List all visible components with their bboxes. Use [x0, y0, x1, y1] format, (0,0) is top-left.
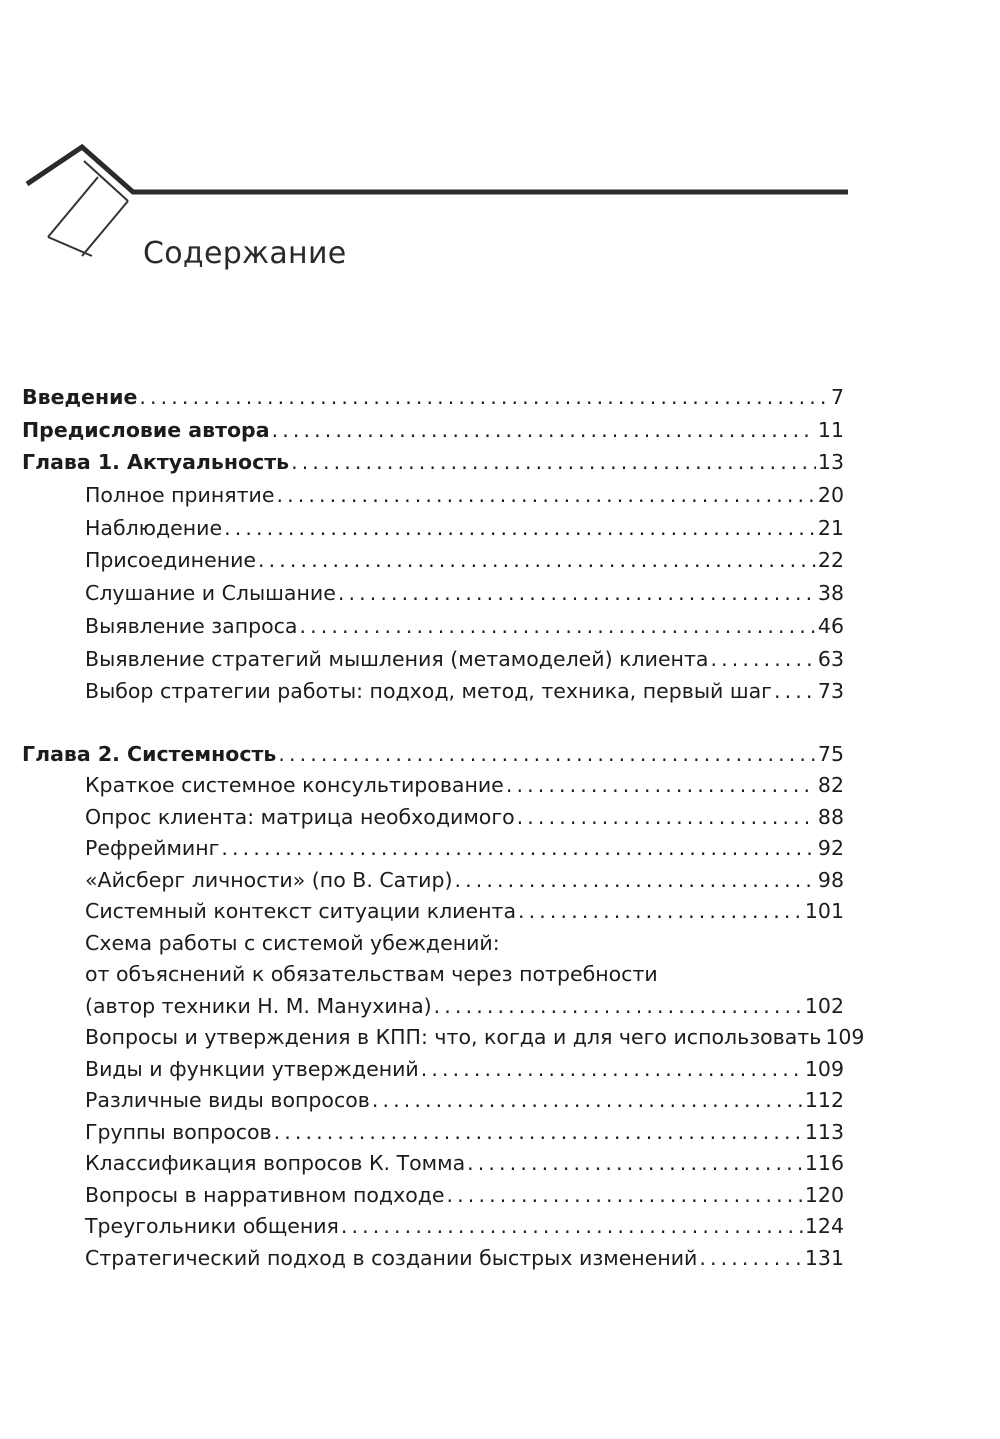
toc-entry-title: Присоединение — [85, 548, 257, 573]
toc-entry — [22, 643, 844, 676]
toc-part-1 — [22, 381, 844, 708]
toc-entry — [22, 990, 844, 1022]
toc-entry — [22, 1242, 844, 1274]
toc-entry-page: 13 — [817, 450, 844, 475]
toc-entry-title: Полное принятие — [85, 483, 275, 508]
toc-entry-title: Стратегический подход в создании быстрых изменений — [85, 1245, 698, 1270]
toc-entry-page: 21 — [817, 515, 844, 540]
toc-entry — [22, 1021, 865, 1053]
toc-entry-title: Слушание и Слышание — [85, 581, 336, 606]
toc-entry — [22, 1053, 844, 1085]
toc-entry-title: Классификация вопросов К. Томма — [85, 1151, 466, 1176]
toc-entry-page: 46 — [817, 613, 844, 638]
dot-leader — [291, 446, 816, 478]
toc-entry — [22, 577, 844, 610]
toc-entry-page: 75 — [817, 741, 844, 766]
toc-entry — [22, 769, 844, 801]
dot-leader — [699, 1242, 802, 1274]
toc-entry-title: «Айсберг личности» (по В. Сатир) — [85, 867, 453, 892]
table-of-contents — [22, 381, 865, 1273]
toc-entry-title: Виды и функции утверждений — [85, 1056, 419, 1081]
toc-entry-page: 82 — [817, 773, 844, 798]
toc-entry-title: Вопросы в нарративном подходе — [85, 1182, 445, 1207]
toc-entry — [22, 381, 844, 414]
toc-entry-page: 88 — [817, 804, 844, 829]
dot-leader — [710, 643, 815, 675]
toc-entry-page: 63 — [817, 646, 844, 671]
dot-leader — [300, 610, 816, 642]
toc-entry-page: 22 — [817, 548, 844, 573]
toc-entry-page: 102 — [804, 993, 844, 1018]
toc-entry — [22, 479, 844, 512]
toc-entry-title: Введение — [22, 385, 138, 409]
toc-entry — [22, 512, 844, 545]
dot-leader — [506, 769, 816, 801]
dot-leader — [447, 1179, 803, 1211]
toc-entry-page: 113 — [804, 1119, 844, 1144]
dot-leader — [467, 1147, 803, 1179]
dot-leader — [277, 479, 816, 511]
toc-entry — [22, 895, 844, 927]
toc-entry-title: Треугольники общения — [85, 1214, 339, 1239]
toc-entry-page: 92 — [817, 836, 844, 861]
toc-entry-page: 38 — [817, 581, 844, 606]
toc-entry-title: Глава 1. Актуальность — [22, 450, 290, 475]
toc-entry — [22, 1179, 844, 1211]
toc-entry-title: Предисловие автора — [22, 417, 270, 442]
toc-entry — [22, 927, 844, 959]
toc-entry-title: Различные виды вопросов — [85, 1088, 370, 1113]
dot-leader — [278, 738, 816, 770]
toc-entry-page: 109 — [804, 1056, 844, 1081]
dot-leader — [338, 577, 816, 609]
toc-entry-title: Системный контекст ситуации клиента — [85, 899, 517, 924]
toc-entry-title: Группы вопросов — [85, 1119, 272, 1144]
dot-leader — [372, 1084, 803, 1116]
dot-leader — [517, 801, 816, 833]
dot-leader — [224, 512, 816, 544]
toc-part-2 — [22, 738, 865, 1274]
toc-entry-title: Схема работы с системой убеждений: — [85, 930, 500, 955]
dot-leader — [455, 864, 816, 896]
dot-leader — [774, 675, 816, 707]
toc-entry — [22, 801, 844, 833]
toc-entry — [22, 1210, 844, 1242]
dot-leader — [274, 1116, 803, 1148]
toc-entry-title: (автор техники Н. М. Манухина) — [85, 993, 432, 1018]
dot-leader — [341, 1210, 803, 1242]
dot-leader — [272, 414, 816, 446]
toc-entry-page: 101 — [804, 899, 844, 924]
toc-entry-page: 116 — [804, 1151, 844, 1176]
dot-leader — [434, 990, 803, 1022]
toc-entry-page: 109 — [825, 1025, 865, 1050]
dot-leader — [258, 544, 816, 576]
toc-entry-title: Выбор стратегии работы: подход, метод, техника, первый шаг — [85, 679, 772, 704]
toc-entry — [22, 610, 844, 643]
toc-entry-title: от объяснений к обязательствам через потребности — [85, 962, 658, 987]
toc-entry-page: 124 — [804, 1214, 844, 1239]
toc-entry-page: 20 — [817, 483, 844, 508]
toc-entry — [22, 544, 844, 577]
toc-entry-title: Рефрейминг — [85, 836, 220, 861]
toc-entry — [22, 958, 844, 990]
toc-entry-page: 120 — [804, 1182, 844, 1207]
toc-entry — [22, 832, 844, 864]
dot-leader — [518, 895, 803, 927]
dot-leader — [139, 381, 829, 413]
toc-entry — [22, 414, 844, 447]
toc-entry-page: 7 — [830, 385, 844, 409]
toc-entry-page: 98 — [817, 867, 844, 892]
toc-entry — [22, 738, 844, 770]
toc-entry-title: Выявление стратегий мышления (метамоделей) клиента — [85, 646, 709, 671]
toc-entry-title: Опрос клиента: матрица необходимого — [85, 804, 515, 829]
chapter-ornament-icon — [0, 130, 850, 260]
page-title: Содержание — [143, 236, 347, 272]
toc-entry — [22, 1147, 844, 1179]
toc-entry-page: 112 — [804, 1088, 844, 1113]
dot-leader — [421, 1053, 803, 1085]
toc-entry-title: Выявление запроса — [85, 613, 298, 638]
toc-entry — [22, 446, 844, 479]
toc-entry — [22, 1084, 844, 1116]
toc-entry-title: Глава 2. Системность — [22, 741, 277, 766]
toc-entry-title: Краткое системное консультирование — [85, 773, 504, 798]
toc-entry-title: Наблюдение — [85, 515, 223, 540]
toc-entry-page: 131 — [804, 1245, 844, 1270]
toc-entry — [22, 675, 844, 708]
toc-entry — [22, 1116, 844, 1148]
toc-entry-title: Вопросы и утверждения в КПП: что, когда и для чего использовать — [85, 1025, 822, 1050]
toc-entry-page: 73 — [817, 679, 844, 704]
dot-leader — [221, 832, 815, 864]
toc-entry-page: 11 — [817, 417, 844, 442]
toc-entry — [22, 864, 844, 896]
